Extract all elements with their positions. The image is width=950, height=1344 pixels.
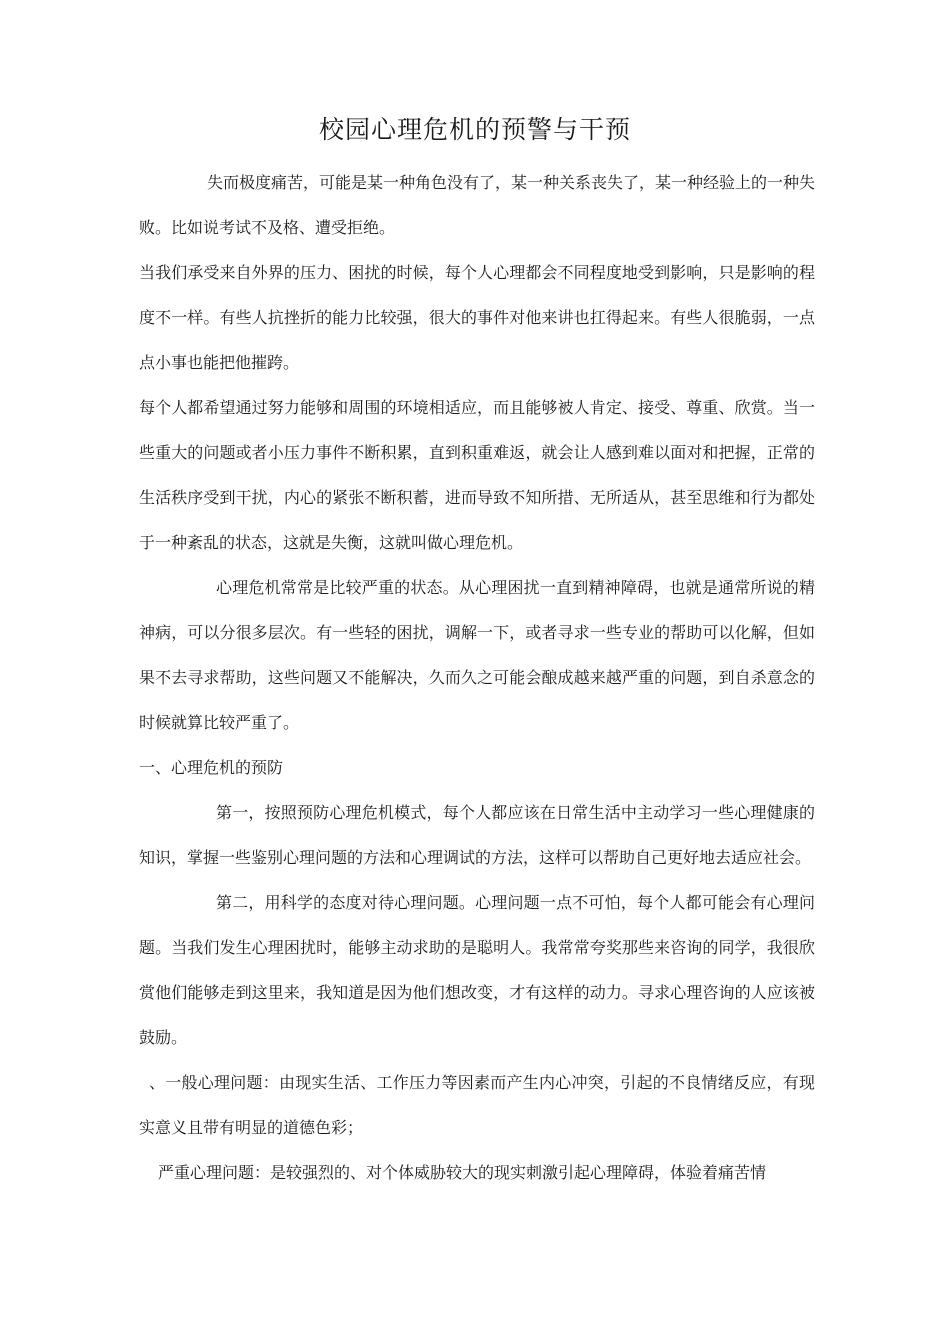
paragraph: 当我们承受来自外界的压力、困扰的时候，每个人心理都会不同程度地受到影响，只是影响的程度不一样。有些人抗挫折的能力比较强，很大的事件对他来讲也扛得起来。有些人很脆弱，一点点小事也能把他摧跨。	[139, 263, 815, 372]
paragraph: 心理危机常常是比较严重的状态。从心理困扰一直到精神障碍，也就是通常所说的精神病，可以分很多层次。有一些轻的困扰，调解一下，或者寻求一些专业的帮助可以化解，但如果不去寻求帮助，这些问题又不能解决，久而久之可能会酿成越来越严重的问题，到自杀意念的时候就算比较严重了。	[139, 578, 815, 732]
paragraph: 失而极度痛苦，可能是某一种角色没有了，某一种关系丧失了，某一种经验上的一种失败。比如说考试不及格、遭受拒绝。	[139, 173, 816, 237]
paragraph: 第二，用科学的态度对待心理问题。心理问题一点不可怕，每个人都可能会有心理问题。当我们发生心理困扰时，能够主动求助的是聪明人。我常常夸奖那些来咨询的同学，我很欣赏他们能够走到这里来，我知道是因为他们想改变，才有这样的动力。寻求心理咨询的人应该被鼓励。	[139, 893, 815, 1047]
paragraph: 严重心理问题：是较强烈的、对个体威胁较大的现实刺激引起心理障碍，体验着痛苦情	[158, 1163, 767, 1182]
document-title: 校园心理危机的预警与干预	[318, 115, 631, 144]
paragraph: 、一般心理问题：由现实生活、工作压力等因素而产生内心冲突，引起的不良情绪反应，有现实意义且带有明显的道德色彩；	[139, 1073, 815, 1137]
paragraph: 每个人都希望通过努力能够和周围的环境相适应，而且能够被人肯定、接受、尊重、欣赏。当一些重大的问题或者小压力事件不断积累，直到积重难返，就会让人感到难以面对和把握，正常的生活秩序受到干扰，内心的紧张不断积蓄，进而导致不知所措、无所适从，甚至思维和行为都处于一种紊乱的状态，这就是失衡，这就叫做心理危机。	[139, 398, 815, 552]
section-heading: 一、心理危机的预防	[139, 758, 284, 777]
document-body	[139, 160, 815, 1195]
paragraph: 第一，按照预防心理危机模式，每个人都应该在日常生活中主动学习一些心理健康的知识，掌握一些鉴别心理问题的方法和心理调试的方法，这样可以帮助自己更好地去适应社会。	[139, 803, 815, 867]
